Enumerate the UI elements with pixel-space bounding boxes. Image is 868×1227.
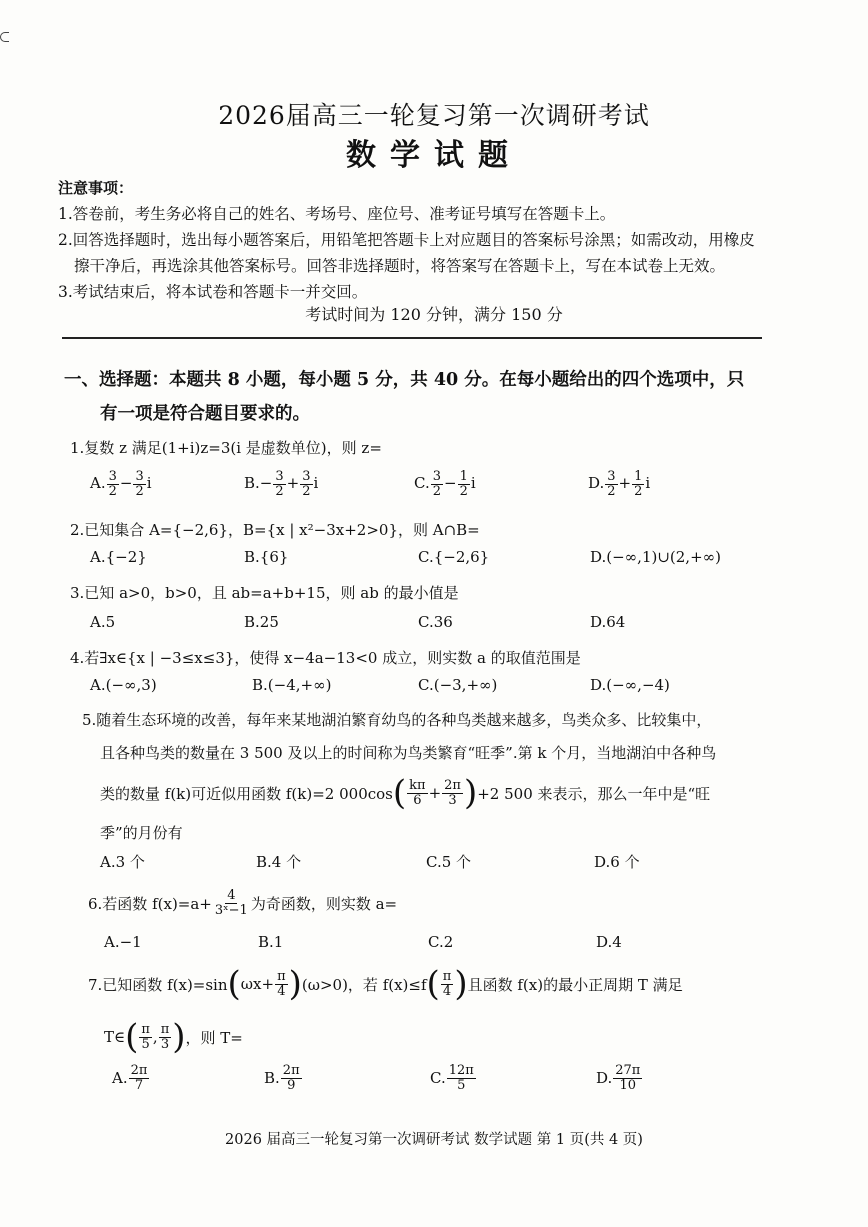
q5-line-1: 5.随着生态环境的改善，每年来某地湖泊繁育幼鸟的各种鸟类越来越多，鸟类众多、比较集中， — [82, 711, 712, 729]
notice-item-2-cont: 擦干净后，再选涂其他答案标号。回答非选择题时，将答案写在答题卡上，写在本试卷上无效。 — [74, 257, 726, 275]
q7-option-c: C. $\frac{12\pi}{5}$ — [430, 1063, 474, 1093]
q5-option-b: B.4 个 — [256, 853, 302, 871]
q5-line-4: 季”的月份有 — [100, 824, 183, 842]
q4-stem: 4.若∃x∈{x | −3≤x≤3}，使得 x−4a−13<0 成立，则实数 a 的取值范围是 — [70, 649, 581, 667]
page-footer: 2026 届高三一轮复习第一次调研考试 数学试题 第 1 页(共 4 页) — [225, 1132, 643, 1148]
q6-option-b: B.1 — [258, 933, 284, 951]
q1-option-a: A. $\frac{3}{2}$ − $\frac{3}{2}$ i — [90, 469, 152, 499]
q3-stem: 3.已知 a>0，b>0，且 ab=a+b+15，则 ab 的最小值是 — [70, 584, 459, 602]
q6-option-a: A.−1 — [104, 933, 142, 951]
q5-option-c: C.5 个 — [426, 853, 472, 871]
exam-title: 2026届高三一轮复习第一次调研考试 — [218, 101, 650, 130]
q2-option-b: B.{6} — [244, 548, 289, 566]
q4-option-a: A.(−∞,3) — [90, 676, 157, 694]
q1-option-b: B.− $\frac{3}{2}$ + $\frac{3}{2}$ i — [244, 469, 319, 499]
q1-option-d: D. $\frac{3}{2}$ + $\frac{1}{2}$ i — [588, 469, 651, 499]
q6-option-c: C.2 — [428, 933, 454, 951]
q3-option-d: D.64 — [590, 613, 626, 631]
q2-option-a: A.{−2} — [90, 548, 147, 566]
notice-item-2: 2.回答选择题时，选出每小题答案后，用铅笔把答题卡上对应题目的答案标号涂黑；如需改动，用橡皮 — [58, 231, 755, 249]
subject-title: 数学试题 — [346, 138, 522, 173]
q5-line-3: 类的数量 f(k)可近似用函数 f(k)=2 000cos ( $\frac{k\pi}{6}$ + $\frac{2\pi}{3}$ ) +2 500 来表示，那么一年中是“旺 — [100, 773, 711, 813]
q4-option-b: B.(−4,+∞) — [252, 676, 332, 694]
q7-line-2: T∈ ( $\frac{\pi}{5}$ , $\frac{\pi}{3}$ ) ，则 T= — [104, 1017, 243, 1057]
q5-option-d: D.6 个 — [594, 853, 640, 871]
q3-option-b: B.25 — [244, 613, 279, 631]
notice-heading: 注意事项： — [58, 179, 134, 197]
section-heading-cont: 有一项是符合题目要求的。 — [100, 404, 310, 424]
q7-option-d: D. $\frac{27\pi}{10}$ — [596, 1063, 641, 1093]
q4-option-d: D.(−∞,−4) — [590, 676, 670, 694]
q3-option-c: C.36 — [418, 613, 453, 631]
q5-line-2: 且各种鸟类的数量在 3 500 及以上的时间称为鸟类繁育“旺季”.第 k 个月，当地湖泊中各种鸟 — [100, 744, 717, 762]
q3-option-a: A.5 — [90, 613, 116, 631]
q5-option-a: A.3 个 — [100, 853, 145, 871]
q7-option-a: A. $\frac{2\pi}{7}$ — [112, 1063, 148, 1093]
q7-line-1: 7.已知函数 f(x)=sin ( ωx+ $\frac{\pi}{4}$ ) (ω>0)，若 f(x)≤f ( $\frac{\pi}{4}$ ) 且函数 f(x)的最小正周期 T 满足 — [88, 964, 683, 1004]
q6-option-d: D.4 — [596, 933, 622, 951]
corner-mark — [0, 32, 9, 42]
q2-stem: 2.已知集合 A={−2,6}，B={x | x²−3x+2>0}，则 A∩B= — [70, 521, 480, 539]
notice-item-1: 1.答卷前，考生务必将自己的姓名、考场号、座位号、准考证号填写在答题卡上。 — [58, 205, 616, 223]
q6-stem: 6.若函数 f(x)=a+ $\frac{4}{\text{3ˣ−1}}$ 为奇函数，则实数 a= — [88, 887, 398, 918]
q7-option-b: B. $\frac{2\pi}{9}$ — [264, 1063, 300, 1093]
notice-item-3: 3.考试结束后，将本试卷和答题卡一并交回。 — [58, 283, 368, 301]
q4-option-c: C.(−3,+∞) — [418, 676, 498, 694]
divider — [62, 337, 762, 339]
q2-option-c: C.{−2,6} — [418, 548, 490, 566]
q1-stem: 1.复数 z 满足(1+i)z=3(i 是虚数单位)，则 z= — [70, 439, 382, 457]
q1-option-c: C. $\frac{3}{2}$ − $\frac{1}{2}$ i — [414, 469, 476, 499]
q2-option-d: D.(−∞,1)∪(2,+∞) — [590, 548, 721, 566]
exam-time: 考试时间为 120 分钟，满分 150 分 — [305, 305, 563, 324]
section-heading: 一、选择题：本题共 8 小题，每小题 5 分，共 40 分。在每小题给出的四个选项中，只 — [64, 370, 745, 390]
